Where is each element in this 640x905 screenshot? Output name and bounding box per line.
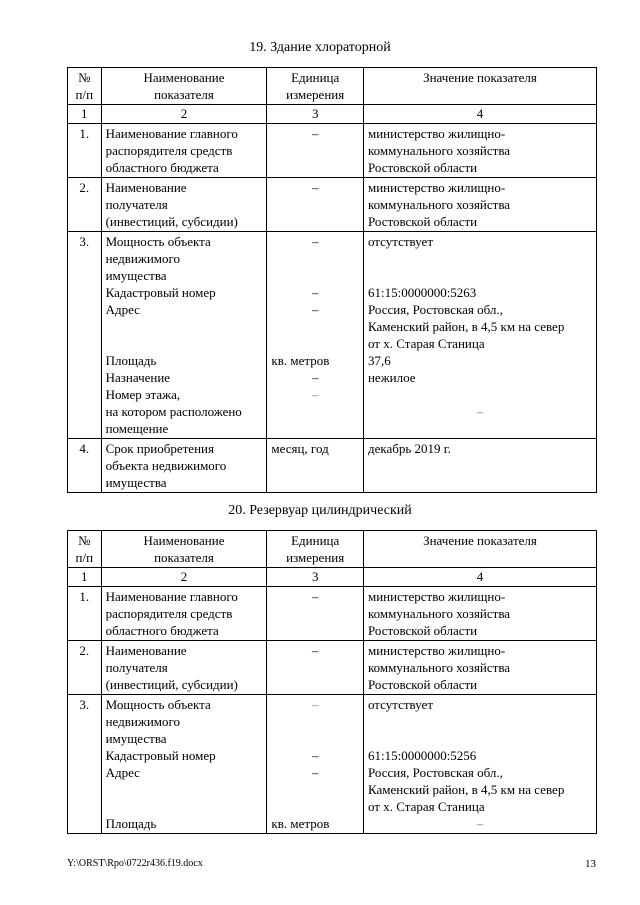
index-cell: 4 — [363, 568, 596, 587]
indicator-name-line: помещение — [105, 421, 169, 436]
header-unit-line: измерения — [286, 550, 345, 565]
row-number: 3. — [68, 695, 102, 834]
table-row — [68, 587, 597, 641]
indicator-name-line: имущества — [105, 475, 167, 490]
indicator-value-cell — [363, 587, 596, 641]
header-value — [363, 68, 596, 105]
indicator-value-line: отсутствует — [367, 697, 434, 712]
header-unit-line: Единица — [291, 70, 340, 85]
indicator-value-line: министерство жилищно- — [367, 589, 506, 604]
indicator-name-line: Адрес — [105, 765, 140, 780]
indicator-name-line: областного бюджета — [105, 160, 219, 175]
indicator-value-line: коммунального хозяйства — [367, 143, 511, 158]
indicator-value-line — [368, 267, 592, 284]
unit-of-measure-line — [271, 250, 359, 267]
table-row — [68, 641, 597, 695]
indicator-value-line — [368, 250, 592, 267]
unit-of-measure-line: – — [311, 285, 319, 300]
indicator-value-line: 61:15:0000000:5263 — [367, 285, 477, 300]
row-number: 1. — [68, 587, 102, 641]
unit-of-measure-line — [271, 730, 359, 747]
indicator-name-line: Мощность объекта — [105, 697, 211, 712]
indicator-name-cell — [101, 439, 267, 493]
indicator-value-line: коммунального хозяйства — [367, 660, 511, 675]
header-name — [101, 68, 267, 105]
indicator-name-cell — [101, 232, 267, 439]
unit-of-measure-line — [271, 267, 359, 284]
header-name-line: показателя — [154, 550, 214, 565]
unit-of-measure-cell — [267, 439, 364, 493]
indicator-name-line: Наименование главного — [105, 126, 238, 141]
index-cell: 2 — [101, 105, 267, 124]
indicator-name-line: Площадь — [105, 816, 157, 831]
index-cell: 3 — [267, 105, 364, 124]
indicator-name-line — [106, 798, 263, 815]
indicator-name-cell — [101, 178, 267, 232]
indicator-value-line: Каменский район, в 4,5 км на север — [367, 782, 565, 797]
table-row — [68, 439, 597, 493]
indicator-value-line: – — [476, 816, 484, 831]
header-num — [68, 531, 102, 568]
indicator-value-cell — [363, 695, 596, 834]
index-cell: 3 — [267, 568, 364, 587]
indicator-value-line — [368, 386, 592, 403]
table-header-row — [68, 531, 597, 568]
footer-page-number: 13 — [585, 858, 596, 870]
unit-of-measure-cell — [267, 178, 364, 232]
indicator-name-line: имущества — [105, 731, 167, 746]
header-name-line: Наименование — [143, 70, 225, 85]
indicator-value-line: Каменский район, в 4,5 км на север — [367, 319, 565, 334]
indicator-value-cell — [363, 178, 596, 232]
section-19-title: 19. Здание хлораторной — [249, 40, 391, 55]
header-num — [68, 68, 102, 105]
unit-of-measure-line: кв. метров — [271, 353, 330, 368]
indicator-value-line: Ростовской области — [367, 214, 478, 229]
indicator-value-cell — [363, 232, 596, 439]
indicator-value-line: министерство жилищно- — [367, 126, 506, 141]
table-index-row — [68, 105, 597, 124]
indicator-name-line: имущества — [105, 268, 167, 283]
header-unit — [267, 68, 364, 105]
row-number: 2. — [68, 178, 102, 232]
indicator-value-line: отсутствует — [367, 234, 434, 249]
unit-of-measure-line: – — [311, 748, 319, 763]
table-row — [68, 695, 597, 834]
indicator-name-line: недвижимого — [105, 251, 181, 266]
header-num-line: № — [78, 70, 91, 85]
section-19-table — [67, 67, 597, 493]
section-20-table — [67, 530, 597, 834]
indicator-name-cell — [101, 641, 267, 695]
unit-of-measure-line: кв. метров — [271, 816, 330, 831]
indicator-value-line: декабрь 2019 г. — [367, 441, 451, 456]
indicator-name-line: получателя — [105, 197, 168, 212]
unit-of-measure-cell — [267, 232, 364, 439]
unit-of-measure-line — [271, 335, 359, 352]
indicator-name-line: областного бюджета — [105, 623, 219, 638]
header-value-line: Значение показателя — [423, 70, 537, 85]
indicator-value-cell — [363, 124, 596, 178]
indicator-value-line: Ростовской области — [367, 160, 478, 175]
unit-of-measure-line — [271, 713, 359, 730]
indicator-name-line — [106, 335, 263, 352]
unit-of-measure-line — [271, 798, 359, 815]
unit-of-measure-line — [271, 318, 359, 335]
indicator-name-line: распорядителя средств — [105, 606, 233, 621]
header-num-line: п/п — [75, 550, 94, 565]
header-name-line: показателя — [154, 87, 214, 102]
indicator-name-line: Наименование — [105, 643, 187, 658]
indicator-name-line: Кадастровый номер — [105, 285, 216, 300]
indicator-name-line — [106, 318, 263, 335]
header-value-line: Значение показателя — [423, 533, 537, 548]
indicator-name-line: Наименование — [105, 180, 187, 195]
indicator-name-line: Кадастровый номер — [105, 748, 216, 763]
row-number: 2. — [68, 641, 102, 695]
header-num-line: № — [78, 533, 91, 548]
index-cell: 1 — [68, 568, 102, 587]
indicator-value-cell — [363, 439, 596, 493]
indicator-name-cell — [101, 695, 267, 834]
indicator-name-line: недвижимого — [105, 714, 181, 729]
indicator-name-line: Площадь — [105, 353, 157, 368]
indicator-value-line: 37,6 — [367, 353, 391, 368]
indicator-value-line: от х. Старая Станица — [367, 799, 485, 814]
indicator-value-line: Ростовской области — [367, 677, 478, 692]
unit-of-measure-line: – — [311, 387, 319, 402]
row-number: 1. — [68, 124, 102, 178]
indicator-name-line — [106, 781, 263, 798]
unit-of-measure-line — [271, 781, 359, 798]
table-index-row — [68, 568, 597, 587]
section-20-title: 20. Резервуар цилиндрический — [228, 503, 412, 518]
indicator-value-line: Россия, Ростовская обл., — [367, 302, 503, 317]
unit-of-measure-cell — [267, 124, 364, 178]
indicator-value-line: от х. Старая Станица — [367, 336, 485, 351]
indicator-name-line: Мощность объекта — [105, 234, 211, 249]
indicator-name-line: на котором расположено — [105, 404, 242, 419]
indicator-name-line: Наименование главного — [105, 589, 238, 604]
indicator-name-cell — [101, 124, 267, 178]
index-cell: 4 — [363, 105, 596, 124]
unit-of-measure-cell — [267, 641, 364, 695]
indicator-name-line: распорядителя средств — [105, 143, 233, 158]
table-header-row — [68, 68, 597, 105]
indicator-value-line: Ростовской области — [367, 623, 478, 638]
indicator-value-cell — [363, 641, 596, 695]
indicator-name-line: (инвестиций, субсидии) — [105, 214, 238, 229]
header-unit-line: Единица — [291, 533, 340, 548]
header-name-line: Наименование — [143, 533, 225, 548]
table-row — [68, 232, 597, 439]
index-cell: 2 — [101, 568, 267, 587]
header-unit — [267, 531, 364, 568]
unit-of-measure-line: – — [311, 765, 319, 780]
header-unit-line: измерения — [286, 87, 345, 102]
indicator-name-line: объекта недвижимого — [105, 458, 227, 473]
row-number: 4. — [68, 439, 102, 493]
indicator-value-line: министерство жилищно- — [367, 643, 506, 658]
indicator-value-line: нежилое — [367, 370, 416, 385]
unit-of-measure-line: – — [311, 589, 319, 604]
indicator-value-line: – — [476, 404, 484, 419]
unit-of-measure-line: – — [311, 234, 319, 249]
unit-of-measure-line: – — [311, 643, 319, 658]
indicator-value-line — [368, 713, 592, 730]
table-row — [68, 124, 597, 178]
indicator-name-line: Срок приобретения — [105, 441, 214, 456]
indicator-value-line: министерство жилищно- — [367, 180, 506, 195]
indicator-value-line — [368, 730, 592, 747]
indicator-value-line: 61:15:0000000:5256 — [367, 748, 477, 763]
unit-of-measure-line — [271, 403, 359, 420]
row-number: 3. — [68, 232, 102, 439]
indicator-name-line: Назначение — [105, 370, 171, 385]
unit-of-measure-line: – — [311, 370, 319, 385]
unit-of-measure-line: – — [311, 180, 319, 195]
header-num-line: п/п — [75, 87, 94, 102]
unit-of-measure-line — [271, 420, 359, 437]
indicator-name-line: Адрес — [105, 302, 140, 317]
index-cell: 1 — [68, 105, 102, 124]
indicator-name-line: Номер этажа, — [105, 387, 181, 402]
indicator-value-line: Россия, Ростовская обл., — [367, 765, 503, 780]
unit-of-measure-cell — [267, 587, 364, 641]
header-name — [101, 531, 267, 568]
indicator-value-line: коммунального хозяйства — [367, 197, 511, 212]
indicator-name-cell — [101, 587, 267, 641]
indicator-name-line: получателя — [105, 660, 168, 675]
unit-of-measure-line: – — [311, 302, 319, 317]
indicator-value-line — [368, 420, 592, 437]
unit-of-measure-cell — [267, 695, 364, 834]
header-value — [363, 531, 596, 568]
indicator-name-line: (инвестиций, субсидии) — [105, 677, 238, 692]
footer-file-path: Y:\ORST\Rpo\0722r436.f19.docx — [67, 858, 203, 869]
unit-of-measure-line: месяц, год — [271, 441, 329, 456]
indicator-value-line: коммунального хозяйства — [367, 606, 511, 621]
unit-of-measure-line: – — [311, 126, 319, 141]
table-row — [68, 178, 597, 232]
unit-of-measure-line: – — [311, 697, 319, 712]
